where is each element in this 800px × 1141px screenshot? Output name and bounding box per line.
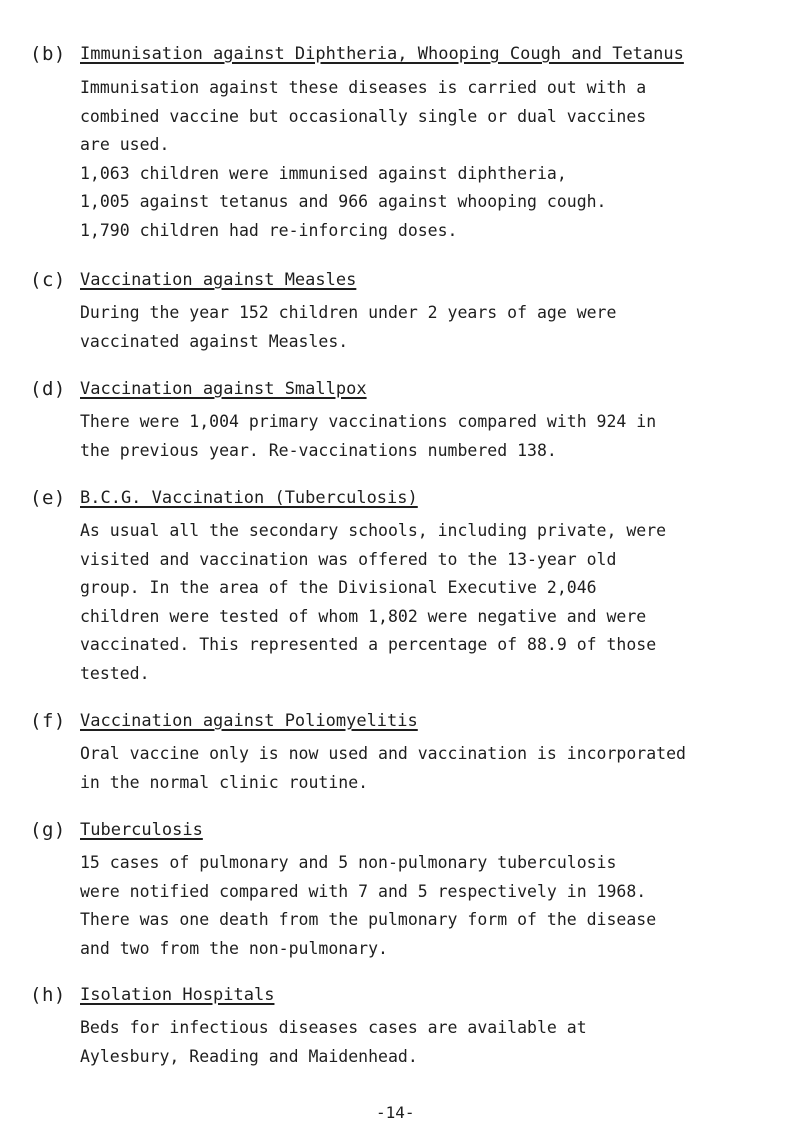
section-marker: (b) <box>30 43 66 65</box>
section-heading: Immunisation against Diphtheria, Whooping Cough and Tetanus <box>80 44 684 64</box>
section-marker: (e) <box>30 487 66 509</box>
section-body <box>80 1014 800 1071</box>
section-body <box>80 299 800 356</box>
body-line: and two from the non-pulmonary. <box>80 938 388 958</box>
section-heading: B.C.G. Vaccination (Tuberculosis) <box>80 488 418 508</box>
body-line: in the normal clinic routine. <box>80 772 369 792</box>
section-heading: Tuberculosis <box>80 820 203 840</box>
body-line: are used. <box>80 135 170 154</box>
body-line: vaccinated. This represented a percentage of 88.9 of those <box>80 635 657 654</box>
body-line: were notified compared with 7 and 5 respectively in 1968. <box>80 881 647 901</box>
body-line: 1,790 children had re-inforcing doses. <box>80 220 458 240</box>
page-number: -14- <box>376 1103 415 1122</box>
body-line: During the year 152 children under 2 years of age were <box>80 303 617 322</box>
body-line: Oral vaccine only is now used and vaccination is incorporated <box>80 744 686 763</box>
section-heading: Vaccination against Poliomyelitis <box>80 711 418 731</box>
body-line: 1,063 children were immunised against diphtheria, <box>80 163 567 183</box>
body-line: visited and vaccination was offered to the 13-year old <box>80 549 617 569</box>
body-line: As usual all the secondary schools, including private, were <box>80 521 667 540</box>
body-line: There was one death from the pulmonary form of the disease <box>80 910 657 929</box>
body-line: There were 1,004 primary vaccinations compared with 924 in <box>80 412 657 431</box>
section-body <box>80 74 800 245</box>
body-line: Immunisation against these diseases is carried out with a <box>80 78 647 97</box>
section-heading: Vaccination against Smallpox <box>80 379 367 399</box>
body-line: 15 cases of pulmonary and 5 non-pulmonary tuberculosis <box>80 853 617 872</box>
body-line: combined vaccine but occasionally single or dual vaccines <box>80 106 647 126</box>
body-line: group. In the area of the Divisional Executive 2,046 <box>80 578 597 597</box>
section-marker: (h) <box>30 984 66 1006</box>
body-line: children were tested of whom 1,802 were negative and were <box>80 606 647 626</box>
section-body <box>80 408 800 465</box>
section-marker: (c) <box>30 269 66 291</box>
body-line: Beds for infectious diseases cases are available at <box>80 1018 587 1037</box>
section-heading: Vaccination against Measles <box>80 270 357 290</box>
section-marker: (g) <box>30 819 66 841</box>
section-body <box>80 517 800 688</box>
body-line: the previous year. Re-vaccinations numbered 138. <box>80 440 557 460</box>
section-body <box>80 740 800 797</box>
section-body <box>80 849 800 963</box>
section-heading: Isolation Hospitals <box>80 985 275 1005</box>
body-line: vaccinated against Measles. <box>80 331 349 351</box>
section-marker: (d) <box>30 378 66 400</box>
body-line: tested. <box>80 663 150 683</box>
body-line: 1,005 against tetanus and 966 against whooping cough. <box>80 192 607 211</box>
body-line: Aylesbury, Reading and Maidenhead. <box>80 1046 418 1066</box>
section-marker: (f) <box>30 710 66 732</box>
